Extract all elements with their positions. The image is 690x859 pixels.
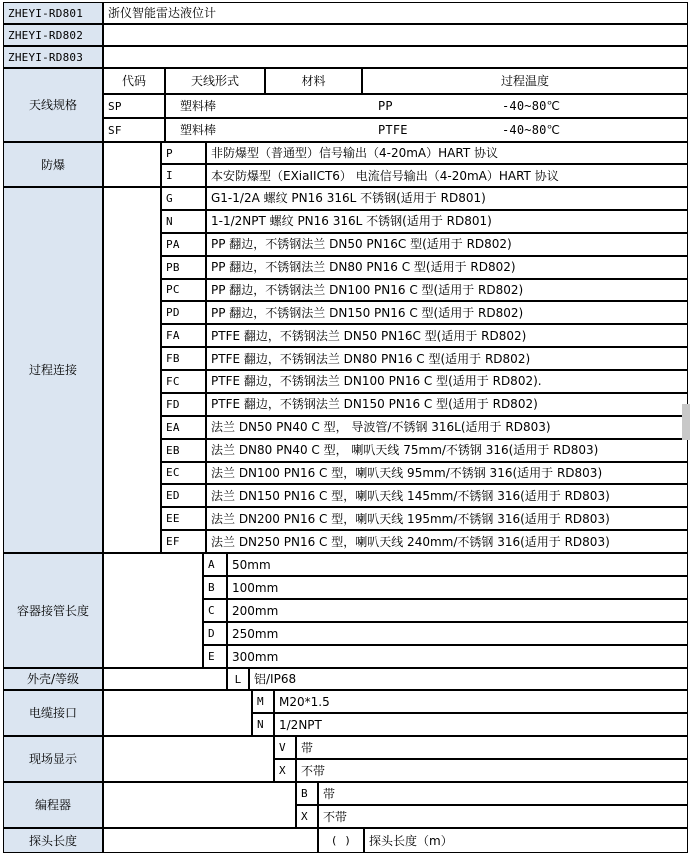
cable-code: M — [252, 690, 274, 713]
process-code: FA — [161, 324, 206, 347]
process-code: PA — [161, 233, 206, 256]
antenna-row — [165, 94, 688, 118]
process-code: PD — [161, 301, 206, 324]
antenna-code: SF — [103, 118, 165, 142]
antenna-form: 塑料棒 — [180, 99, 217, 113]
section-label-explosion: 防爆 — [3, 142, 103, 187]
model-code-rd801: ZHEYI-RD801 — [3, 2, 103, 24]
programmer-code: B — [296, 782, 318, 805]
cable-spacer — [103, 690, 252, 736]
header-material: 材料 — [265, 68, 362, 94]
process-desc: 法兰 DN80 PN40 C 型， 喇叭天线 75mm/不锈钢 316(适用于 RD803) — [206, 439, 688, 462]
process-desc: PP 翻边，不锈钢法兰 DN100 PN16 C 型(适用于 RD802) — [206, 279, 688, 302]
section-label-probe: 探头长度 — [3, 828, 103, 853]
process-desc: PP 翻边，不锈钢法兰 DN80 PN16 C 型(适用于 RD802) — [206, 256, 688, 279]
process-code: N — [161, 210, 206, 233]
housing-desc: 铝/IP68 — [249, 668, 688, 690]
process-desc: PTFE 翻边，不锈钢法兰 DN100 PN16 C 型(适用于 RD802). — [206, 370, 688, 393]
antenna-form: 塑料棒 — [180, 123, 217, 137]
antenna-material: PP — [378, 99, 393, 113]
antenna-temp: -40~80℃ — [502, 123, 561, 137]
antenna-material: PTFE — [378, 123, 408, 137]
process-code: G — [161, 187, 206, 210]
programmer-desc: 不带 — [318, 805, 688, 828]
explosion-spacer — [103, 142, 161, 187]
nozzle-desc: 200mm — [227, 599, 688, 622]
process-code: EE — [161, 507, 206, 530]
explosion-desc: 本安防爆型（EXiaIICT6） 电流信号输出（4-20mA）HART 协议 — [206, 164, 688, 187]
nozzle-code: A — [203, 553, 227, 576]
nozzle-desc: 300mm — [227, 645, 688, 668]
display-desc: 不带 — [296, 759, 688, 782]
explosion-code: I — [161, 164, 206, 187]
process-code: EF — [161, 530, 206, 553]
programmer-desc: 带 — [318, 782, 688, 805]
display-spacer — [103, 736, 274, 782]
process-desc: PTFE 翻边，不锈钢法兰 DN150 PN16 C 型(适用于 RD802) — [206, 393, 688, 416]
display-code: X — [274, 759, 296, 782]
explosion-desc: 非防爆型（普通型）信号输出（4-20mA）HART 协议 — [206, 142, 688, 164]
housing-code: L — [227, 668, 249, 690]
section-label-nozzle: 容器接管长度 — [3, 553, 103, 668]
antenna-row — [165, 118, 688, 142]
explosion-code: P — [161, 142, 206, 164]
nozzle-code: E — [203, 645, 227, 668]
process-code: PC — [161, 279, 206, 302]
nozzle-code: B — [203, 576, 227, 599]
section-label-display: 现场显示 — [3, 736, 103, 782]
antenna-temp: -40~80℃ — [502, 99, 561, 113]
process-desc: 法兰 DN250 PN16 C 型，喇叭天线 240mm/不锈钢 316(适用于 RD803) — [206, 530, 688, 553]
model-title: 浙仪智能雷达液位计 — [103, 2, 688, 24]
model-code-rd803: ZHEYI-RD803 — [3, 46, 103, 68]
process-desc: 法兰 DN50 PN40 C 型， 导波管/不锈钢 316L(适用于 RD803) — [206, 416, 688, 439]
process-desc: PP 翻边，不锈钢法兰 DN150 PN16 C 型(适用于 RD802) — [206, 301, 688, 324]
nozzle-desc: 100mm — [227, 576, 688, 599]
section-label-antenna: 天线规格 — [3, 68, 103, 142]
header-code: 代码 — [103, 68, 165, 94]
header-process-temp: 过程温度 — [362, 68, 688, 94]
section-label-cable: 电缆接口 — [3, 690, 103, 736]
process-desc: 法兰 DN150 PN16 C 型，喇叭天线 145mm/不锈钢 316(适用于 RD803) — [206, 484, 688, 507]
process-code: ED — [161, 484, 206, 507]
process-code: FD — [161, 393, 206, 416]
nozzle-spacer — [103, 553, 203, 668]
process-code: FC — [161, 370, 206, 393]
section-label-programmer: 编程器 — [3, 782, 103, 828]
process-desc: PTFE 翻边，不锈钢法兰 DN80 PN16 C 型(适用于 RD802) — [206, 347, 688, 370]
cable-code: N — [252, 713, 274, 736]
process-code: PB — [161, 256, 206, 279]
probe-code: ( ) — [318, 828, 364, 853]
section-label-housing: 外壳/等级 — [3, 668, 103, 690]
nozzle-code: C — [203, 599, 227, 622]
nozzle-desc: 50mm — [227, 553, 688, 576]
process-code: FB — [161, 347, 206, 370]
model-code-rd802: ZHEYI-RD802 — [3, 24, 103, 46]
cable-desc: 1/2NPT — [274, 713, 688, 736]
process-desc: PP 翻边，不锈钢法兰 DN50 PN16C 型(适用于 RD802) — [206, 233, 688, 256]
display-desc: 带 — [296, 736, 688, 759]
antenna-code: SP — [103, 94, 165, 118]
scrollbar-thumb[interactable] — [682, 404, 690, 440]
process-desc: 1-1/2NPT 螺纹 PN16 316L 不锈钢(适用于 RD801) — [206, 210, 688, 233]
header-antenna-form: 天线形式 — [165, 68, 265, 94]
programmer-code: X — [296, 805, 318, 828]
model-desc-rd803 — [103, 46, 688, 68]
nozzle-desc: 250mm — [227, 622, 688, 645]
probe-spacer — [103, 828, 318, 853]
housing-spacer — [103, 668, 227, 690]
process-code: EC — [161, 462, 206, 485]
programmer-spacer — [103, 782, 296, 828]
nozzle-code: D — [203, 622, 227, 645]
process-spacer — [103, 187, 161, 553]
display-code: V — [274, 736, 296, 759]
process-desc: 法兰 DN100 PN16 C 型，喇叭天线 95mm/不锈钢 316(适用于 RD803) — [206, 462, 688, 485]
process-desc: G1-1/2A 螺纹 PN16 316L 不锈钢(适用于 RD801) — [206, 187, 688, 210]
probe-desc: 探头长度（m） — [364, 828, 688, 853]
cable-desc: M20*1.5 — [274, 690, 688, 713]
process-desc: PTFE 翻边，不锈钢法兰 DN50 PN16C 型(适用于 RD802) — [206, 324, 688, 347]
process-code: EA — [161, 416, 206, 439]
process-desc: 法兰 DN200 PN16 C 型，喇叭天线 195mm/不锈钢 316(适用于 RD803) — [206, 507, 688, 530]
section-label-process: 过程连接 — [3, 187, 103, 553]
process-code: EB — [161, 439, 206, 462]
model-desc-rd802 — [103, 24, 688, 46]
